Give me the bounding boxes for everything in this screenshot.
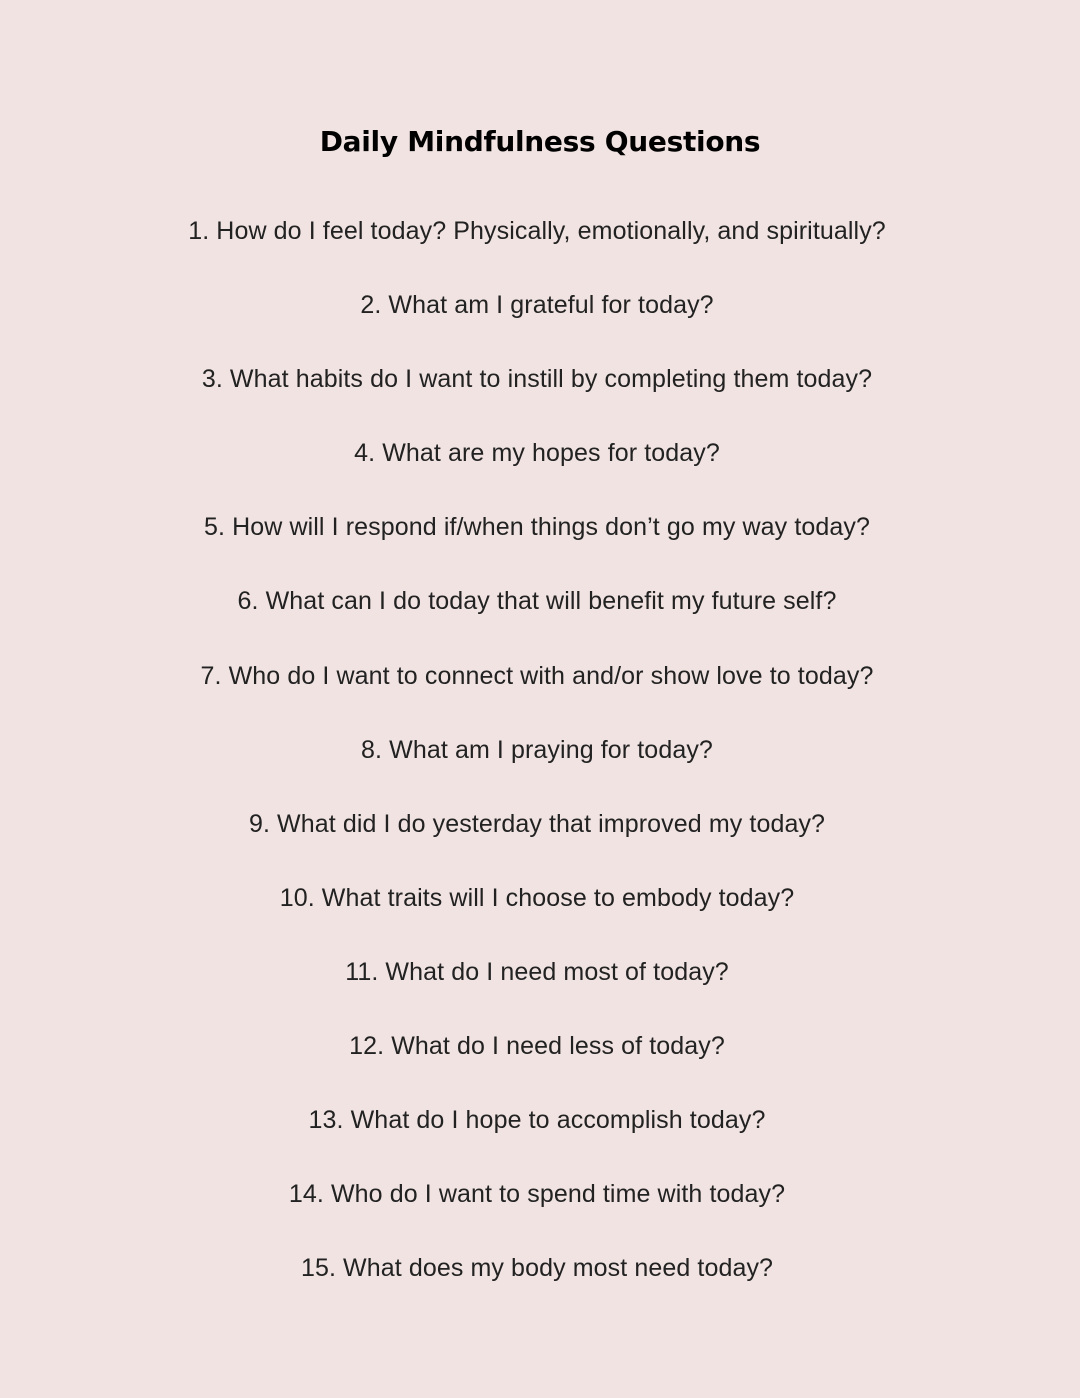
question-item: 10. What traits will I choose to embody today? — [279, 883, 795, 912]
questions-list — [0, 212, 1074, 1323]
question-item: 9. What did I do yesterday that improved my today? — [248, 809, 826, 838]
question-item: 11. What do I need most of today? — [345, 957, 729, 986]
question-item: 5. How will I respond if/when things don’t go my way today? — [204, 513, 870, 542]
question-item: 1. How do I feel today? Physically, emotionally, and spiritually? — [188, 217, 886, 245]
question-item: 4. What are my hopes for today? — [354, 439, 720, 468]
question-item: 8. What am I praying for today? — [361, 735, 713, 764]
page-title: Daily Mindfulness Questions — [319, 124, 761, 158]
question-item: 7. Who do I want to connect with and/or show love to today? — [200, 661, 874, 690]
question-item: 14. Who do I want to spend time with today? — [288, 1180, 786, 1209]
question-item: 15. What does my body most need today? — [300, 1254, 774, 1283]
question-item: 13. What do I hope to accomplish today? — [308, 1106, 766, 1135]
question-item: 12. What do I need less of today? — [349, 1032, 725, 1061]
question-item: 6. What can I do today that will benefit my future self? — [237, 587, 837, 616]
question-item: 2. What am I grateful for today? — [360, 291, 714, 320]
question-item: 3. What habits do I want to instill by completing them today? — [201, 365, 873, 394]
